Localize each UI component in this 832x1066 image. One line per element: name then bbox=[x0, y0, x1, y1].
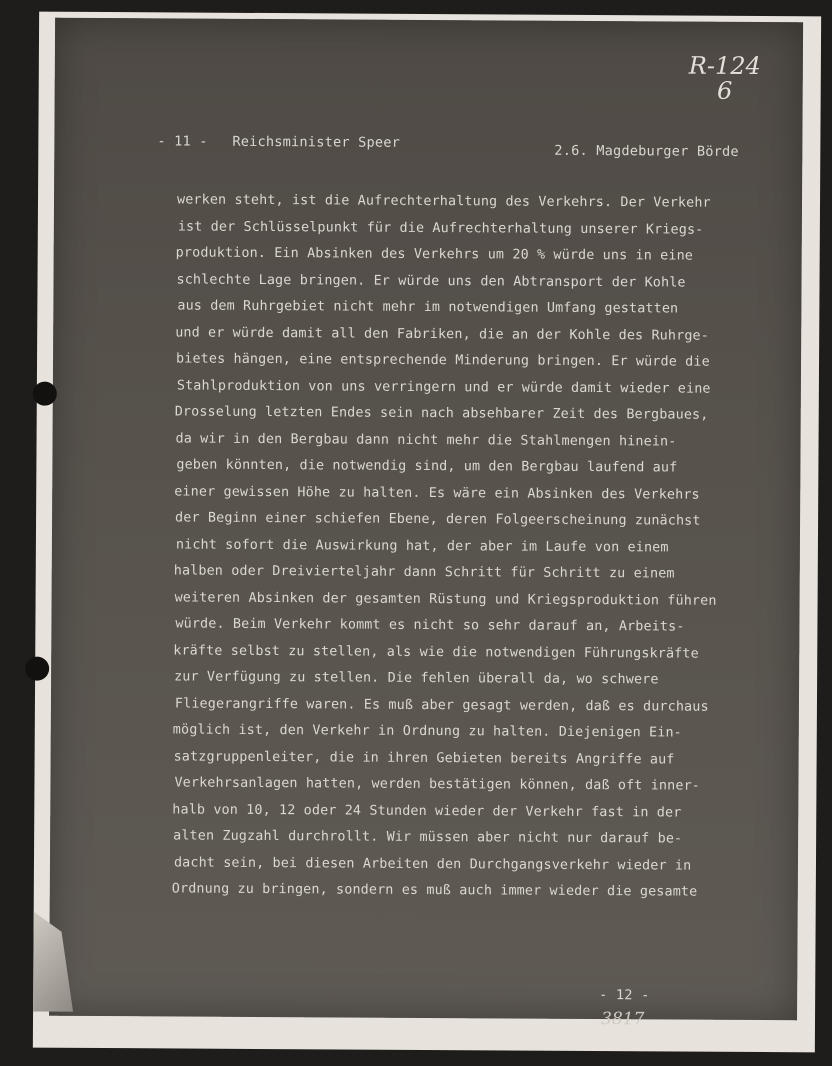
body-line: Ordnung zu bringen, sondern es muß auch immer wieder die gesamte bbox=[171, 881, 698, 900]
body-line: Drosselung letzten Endes sein nach absehbarer Zeit des Bergbaues, bbox=[174, 404, 709, 423]
punch-hole-upper bbox=[33, 382, 57, 406]
body-line: da wir in den Bergbau dann nicht mehr die Stahlmengen hinein- bbox=[175, 430, 677, 450]
body-line: aus dem Ruhrgebiet nicht mehr im notwendigen Umfang gestatten bbox=[177, 298, 679, 317]
paper-sheet bbox=[33, 12, 821, 1053]
body-line: nicht sofort die Auswirkung hat, der aber im Laufe von einem bbox=[175, 536, 669, 555]
handwritten-reference-line-2: 6 bbox=[716, 76, 733, 105]
body-line: kräfte selbst zu stellen, als wie die notwendigen Führungskräfte bbox=[173, 642, 699, 662]
body-line: und er würde damit all den Fabriken, die an der Kohle des Ruhrge- bbox=[175, 324, 710, 344]
handwritten-reference-line-1: R-124 bbox=[688, 51, 761, 81]
body-line: möglich ist, den Verkehr in Ordnung zu halten. Diejenigen Ein- bbox=[172, 722, 682, 741]
body-line: alten Zugzahl durchrollt. Wir müssen aber nicht nur darauf be- bbox=[173, 828, 683, 847]
photostat-page bbox=[49, 18, 803, 1030]
body-line: dacht sein, bei diesen Arbeiten den Durchgangsverkehr wieder in bbox=[173, 854, 692, 874]
body-line: satzgruppenleiter, die in ihren Gebieten bereits Angriffe auf bbox=[173, 748, 675, 768]
body-line: der Beginn einer schiefen Ebene, deren Folgeerscheinung zunächst bbox=[175, 510, 701, 529]
stamp-number: 3817 bbox=[600, 1009, 645, 1030]
body-line: geben könnten, die notwendig sind, um den Bergbau laufend auf bbox=[176, 457, 678, 476]
body-line: Verkehrsanlagen hatten, werden bestätigen können, daß oft inner- bbox=[174, 775, 701, 794]
punch-hole-lower bbox=[25, 657, 49, 681]
body-line: produktion. Ein Absinken des Verkehrs um 20 % würde uns in eine bbox=[175, 245, 694, 264]
body-line: halb von 10, 12 oder 24 Stunden wieder der Verkehr fast in der bbox=[172, 801, 682, 821]
body-line: Stahlproduktion von uns verringern und er würde damit wieder eine bbox=[176, 377, 711, 397]
body-line: schlechte Lage bringen. Er würde uns den Abtransport der Kohle bbox=[176, 271, 686, 291]
body-line: würde. Beim Verkehr kommt es nicht so sehr darauf an, Arbeits- bbox=[175, 616, 685, 635]
footer-page-marker: - 12 - bbox=[599, 987, 650, 1004]
header-session: 2.6. Magdeburger Börde bbox=[554, 142, 739, 160]
body-line: zur Verfügung zu stellen. Die fehlen überall da, wo schwere bbox=[174, 669, 659, 688]
handwritten-reference-note bbox=[685, 51, 765, 105]
body-line: weiteren Absinken der gesamten Rüstung und Kriegsproduktion führen bbox=[174, 589, 717, 609]
body-text bbox=[173, 187, 719, 906]
body-line: halben oder Dreivierteljahr dann Schritt für Schritt zu einem bbox=[173, 563, 675, 582]
body-line: ist der Schlüsselpunkt für die Aufrechterhaltung unserer Kriegs- bbox=[177, 218, 704, 238]
header-speaker: Reichsminister Speer bbox=[232, 133, 401, 151]
body-line: einer gewissen Höhe zu halten. Es wäre ein Absinken des Verkehrs bbox=[174, 483, 700, 503]
header-page-number: - 11 - bbox=[157, 133, 208, 150]
body-line: bietes hängen, eine entsprechende Minderung bringen. Er würde die bbox=[176, 351, 710, 370]
body-line: Fliegerangriffe waren. Es muß aber gesagt werden, daß es durchaus bbox=[174, 695, 709, 715]
body-line: werken steht, ist die Aufrechterhaltung des Verkehrs. Der Verkehr bbox=[176, 192, 711, 211]
